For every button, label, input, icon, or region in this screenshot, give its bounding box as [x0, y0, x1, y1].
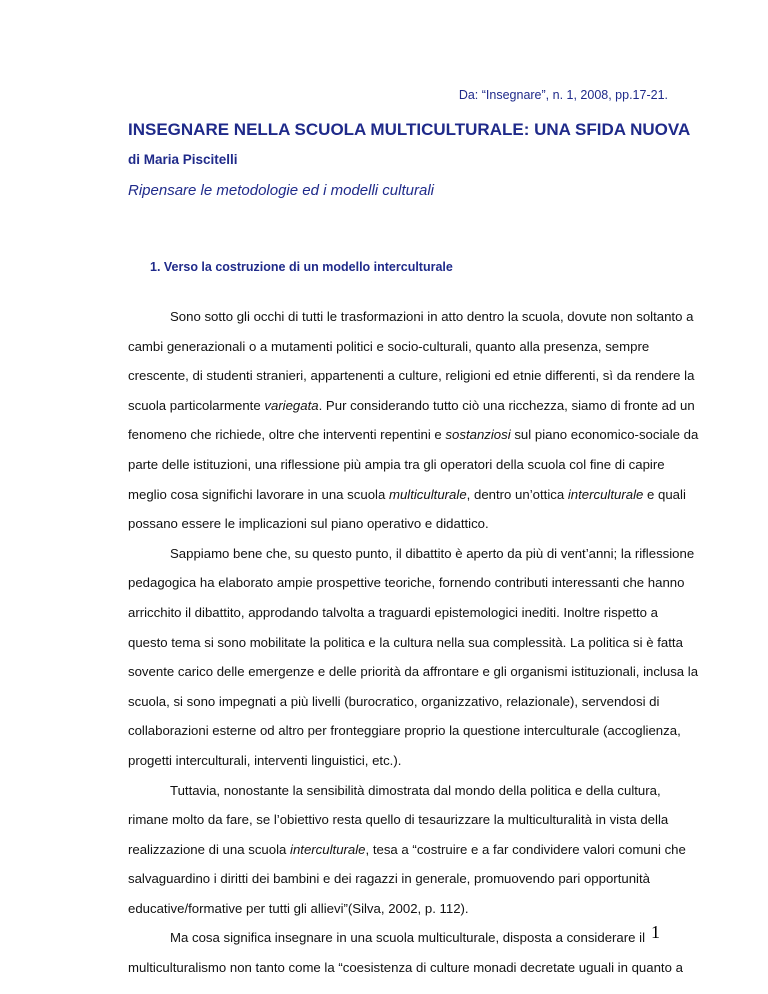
text-run: salvaguardino i diritti dei bambini e dei ragazzi in generale, promuovendo pari opportunità: [128, 871, 650, 887]
text-line: [128, 687, 676, 717]
text-line: [128, 628, 683, 658]
article-body: [128, 302, 699, 983]
text-line: [128, 746, 676, 776]
text-run: rimane molto da fare, se l’obiettivo resta quello di tesaurizzare la multiculturalità in vista della: [128, 812, 669, 828]
body-paragraph: [128, 776, 686, 924]
text-run: progetti interculturali, interventi linguistici, etc.).: [128, 752, 402, 768]
text-run: realizzazione di una scuola: [128, 841, 291, 857]
text-run: , tesa a “costruire e a far condividere valori comuni che: [365, 841, 686, 857]
section-heading: 1. Verso la costruzione di un modello interculturale: [150, 260, 453, 274]
text-line: [128, 716, 681, 746]
text-run: sovente carico delle emergenze e delle priorità da affrontare e gli organismi istituzionali, inclusa la: [128, 664, 699, 680]
text-line: [128, 657, 699, 687]
text-run: Sappiamo bene che, su questo punto, il dibattito è aperto da più di vent’anni; la riflessione: [170, 545, 695, 561]
emphasized-text: variegata: [264, 397, 319, 413]
text-line: [128, 598, 676, 628]
text-line: [128, 568, 685, 598]
text-line: [128, 450, 676, 480]
text-line: [128, 509, 676, 539]
article-author: di Maria Piscitelli: [128, 152, 238, 167]
text-line: [128, 864, 676, 894]
text-run: Tuttavia, nonostante la sensibilità dimostrata dal mondo della politica e della cultura,: [170, 782, 661, 798]
emphasized-text: interculturale: [567, 486, 644, 502]
text-line: [128, 361, 695, 391]
source-citation: Da: “Insegnare”, n. 1, 2008, pp.17-21.: [458, 88, 668, 102]
article-title: INSEGNARE NELLA SCUOLA MULTICULTURALE: UNA SFIDA NUOVA: [128, 120, 691, 139]
emphasized-text: sostanziosi: [445, 427, 511, 443]
text-run: meglio cosa significhi lavorare in una scuola: [128, 486, 389, 502]
body-paragraph: [128, 302, 699, 539]
page-number: 1: [651, 922, 660, 942]
text-run: cambi generazionali o a mutamenti politici e socio-culturali, quanto alla presenza, sempre: [128, 338, 650, 354]
text-line: [128, 776, 676, 806]
text-line: [128, 391, 695, 421]
text-run: sul piano economico-sociale da: [510, 427, 699, 443]
text-run: scuola, si sono impegnati a più livelli (burocratico, organizzativo, relazionale), servendosi di: [128, 693, 660, 709]
text-run: scuola particolarmente: [128, 397, 265, 413]
text-line: [128, 539, 695, 569]
text-run: pedagogica ha elaborato ampie prospettive teoriche, fornendo contributi interessanti che hanno: [128, 575, 685, 591]
text-run: crescente, di studenti stranieri, appartenenti a culture, religioni ed etnie differenti, sì da rendere la: [128, 368, 695, 384]
article-subtitle: Ripensare le metodologie ed i modelli culturali: [128, 182, 434, 199]
text-line: [128, 480, 686, 510]
text-run: fenomeno che richiede, oltre che interventi repentini e: [128, 427, 446, 443]
text-run: multiculturalismo non tanto come la “coesistenza di culture monadi decretate uguali in quanto a: [128, 960, 683, 976]
text-run: Sono sotto gli occhi di tutti le trasformazioni in atto dentro la scuola, dovute non soltanto a: [170, 309, 694, 324]
emphasized-text: multiculturale: [388, 486, 467, 502]
text-run: possano essere le implicazioni sul piano operativo e didattico.: [128, 516, 489, 532]
text-run: parte delle istituzioni, una riflessione più ampia tra gli operatori della scuola col fine di capire: [128, 456, 665, 472]
text-run: e quali: [643, 486, 686, 502]
text-run: , dentro un’ottica: [466, 486, 568, 502]
text-run: . Pur considerando tutto ciò una ricchezza, siamo di fronte ad un: [318, 397, 695, 413]
text-run: Ma cosa significa insegnare in una scuola multiculturale, disposta a considerare il: [170, 930, 646, 946]
text-line: [128, 420, 699, 450]
text-line: [128, 302, 694, 332]
body-paragraph: [128, 923, 683, 982]
text-run: educative/formative per tutti gli allievi”(Silva, 2002, p. 112).: [128, 900, 469, 916]
text-line: [128, 332, 676, 362]
text-run: collaborazioni esterne od altro per fronteggiare proprio la questione interculturale (accoglienza,: [128, 723, 681, 739]
text-run: arricchito il dibattito, approdando talvolta a traguardi epistemologici inediti. Inoltre rispetto a: [128, 604, 658, 620]
text-line: [128, 835, 686, 865]
text-line: [128, 953, 683, 983]
body-paragraph: [128, 539, 699, 776]
text-line: [128, 894, 676, 924]
emphasized-text: interculturale: [290, 841, 366, 857]
text-run: questo tema si sono mobilitate la politica e la cultura nella sua complessità. La politica si è fatta: [128, 634, 683, 650]
text-line: [128, 923, 676, 953]
text-line: [128, 805, 676, 835]
